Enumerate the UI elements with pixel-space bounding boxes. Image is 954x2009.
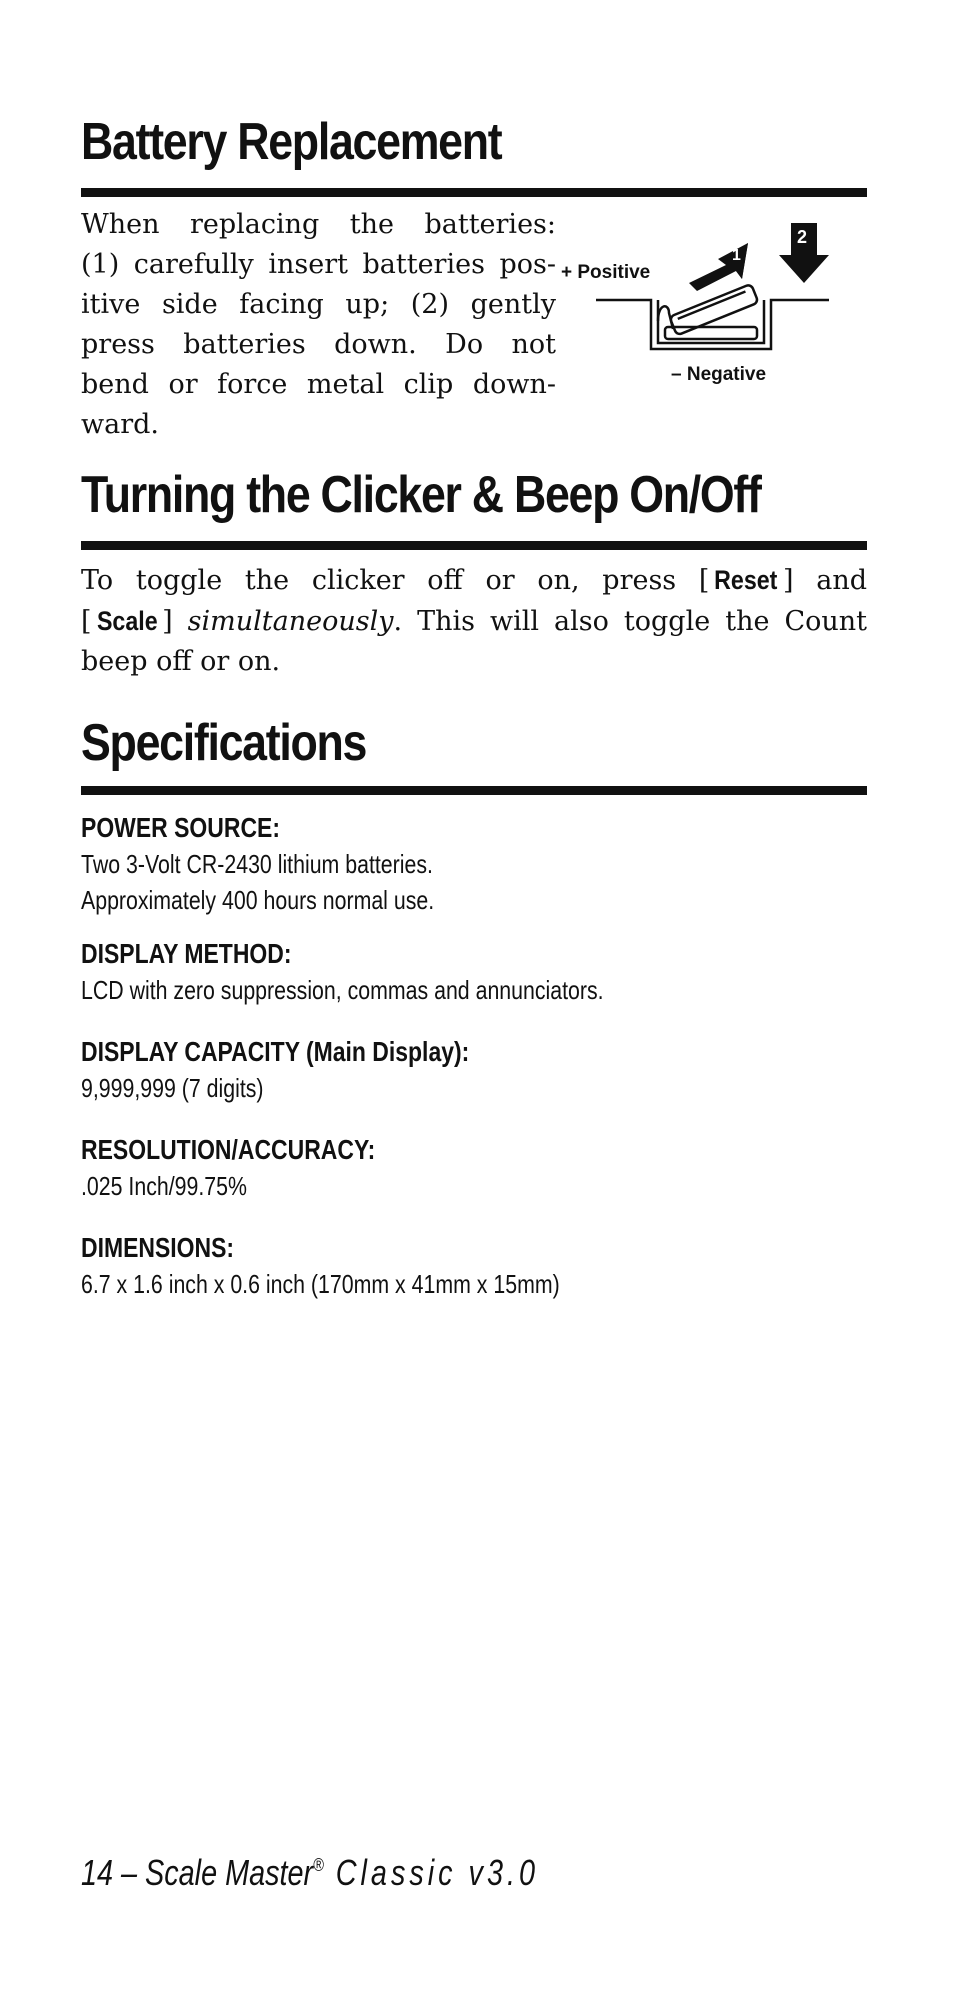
spec-value: Approximately 400 hours normal use. [81,885,435,915]
clicker-line-1: To toggle the clicker off or on, press [ Reset ] and [81,560,867,601]
battery-paragraph [81,205,556,445]
spec-value: LCD with zero suppression, commas and annunciators. [81,975,604,1005]
spec-label: DISPLAY METHOD: [81,938,292,969]
specs-heading: Specifications [81,714,367,772]
clicker-heading: Turning the Clicker & Beep On/Off [81,466,761,524]
negative-label: – Negative [671,364,767,385]
spec-label: DIMENSIONS: [81,1232,235,1263]
spec-value: .025 Inch/99.75% [81,1171,247,1201]
page-footer [81,1852,539,1894]
spec-display-method [81,936,867,1008]
battery-line-1: When replacing the batteries: [81,209,556,240]
spec-dimensions [81,1230,867,1302]
simultaneously-emphasis: simultaneously [187,606,394,637]
battery-line-2: (1) carefully insert batteries pos- [81,249,556,280]
spec-label: RESOLUTION/ACCURACY: [81,1134,376,1165]
battery-line-3: itive side facing up; (2) gently [81,289,556,320]
spec-label: DISPLAY CAPACITY (Main Display): [81,1036,470,1067]
footer-product: Classic v3.0 [323,1852,539,1893]
spec-display-capacity [81,1034,867,1106]
specs-rule [81,786,867,795]
positive-label: + Positive [561,262,651,283]
spec-value: 6.7 x 1.6 inch x 0.6 inch (170mm x 41mm x 15mm) [81,1269,560,1299]
battery-line-5: bend or force metal clip down- [81,369,556,400]
battery-line-4: press batteries down. Do not [81,329,556,360]
reset-key: Reset [714,565,778,595]
registered-mark: ® [313,1855,324,1875]
spec-value: Two 3-Volt CR-2430 lithium batteries. [81,849,433,879]
spec-power-source [81,810,867,918]
clicker-paragraph [81,560,867,682]
clicker-line-3: beep off or on. [81,646,281,677]
step-1-number: 1 [732,247,741,264]
spec-value: 9,999,999 (7 digits) [81,1073,264,1103]
clicker-rule [81,541,867,550]
battery-compartment-icon [596,284,829,349]
step-2-number: 2 [797,227,808,247]
battery-heading: Battery Replacement [81,113,502,171]
battery-line-6: ward. [81,409,159,440]
footer-page: 14 – Scale Master [81,1852,314,1893]
battery-rule [81,188,867,197]
scale-key: Scale [96,606,158,636]
battery-diagram [561,213,861,398]
clicker-line-2: [ Scale ] simultaneously. This will also toggle the Count [81,601,867,642]
spec-resolution [81,1132,867,1204]
spec-label: POWER SOURCE: [81,812,281,843]
specs-list [81,810,867,1302]
